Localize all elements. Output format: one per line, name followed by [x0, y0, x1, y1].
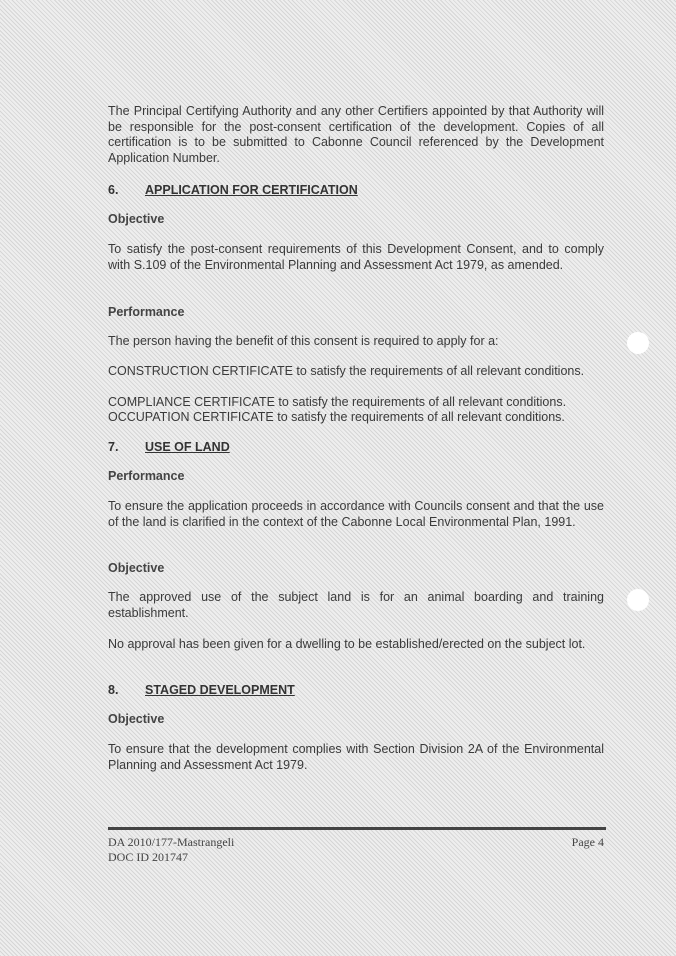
- section-6-objective-text: To satisfy the post-consent requirements of this Development Consent, and to comply with S.109 of the Environmental Planning and Assessment Act 1979, as amended.: [108, 242, 604, 272]
- intro-paragraph: The Principal Certifying Authority and any other Certifiers appointed by that Authority will be responsible for the post-consent certification of the development. Copies of all certification is to be submitted to Cabonne Council referenced by the Development Application Number.: [108, 104, 604, 165]
- occupation-certificate-line: OCCUPATION CERTIFICATE to satisfy the requirements of all relevant conditions.: [108, 410, 565, 424]
- section-6-objective-label: Objective: [108, 212, 165, 226]
- page-number: Page 4: [571, 835, 604, 849]
- punch-hole: [627, 332, 649, 354]
- footer-reference: [108, 835, 234, 865]
- section-6-performance-text: The person having the benefit of this consent is required to apply for a:: [108, 334, 499, 348]
- section-7-title: USE OF LAND: [145, 440, 230, 454]
- section-8-title: STAGED DEVELOPMENT: [145, 683, 295, 697]
- compliance-certificate-line: COMPLIANCE CERTIFICATE to satisfy the requirements of all relevant conditions.: [108, 395, 567, 409]
- section-7-performance-label: Performance: [108, 469, 185, 483]
- footer-da-number: DA 2010/177-Mastrangeli: [108, 835, 235, 849]
- section-7-objective-label: Objective: [108, 561, 165, 575]
- section-6-heading: [108, 183, 358, 197]
- construction-certificate-line: CONSTRUCTION CERTIFICATE to satisfy the requirements of all relevant conditions.: [108, 364, 585, 378]
- section-8-objective-text: To ensure that the development complies with Section Division 2A of the Environmental Planning and Assessment Act 1979.: [108, 742, 604, 772]
- section-8-objective-label: Objective: [108, 712, 165, 726]
- section-7-heading: [108, 440, 230, 454]
- section-8-number: 8.: [108, 683, 119, 697]
- section-7-note: No approval has been given for a dwelling to be established/erected on the subject lot.: [108, 637, 586, 651]
- section-7-objective-text: The approved use of the subject land is for an animal boarding and training establishment.: [108, 590, 604, 620]
- section-7-number: 7.: [108, 440, 119, 454]
- footer-rule: [108, 827, 606, 830]
- punch-hole: [627, 589, 649, 611]
- section-8-heading: [108, 683, 295, 697]
- section-6-performance-label: Performance: [108, 305, 185, 319]
- section-6-title: APPLICATION FOR CERTIFICATION: [145, 183, 358, 197]
- section-7-performance-text: To ensure the application proceeds in accordance with Councils consent and that the use of the land is clarified in the context of the Cabonne Local Environmental Plan, 1991.: [108, 499, 604, 529]
- section-6-number: 6.: [108, 183, 119, 197]
- footer-doc-id: DOC ID 201747: [108, 850, 188, 864]
